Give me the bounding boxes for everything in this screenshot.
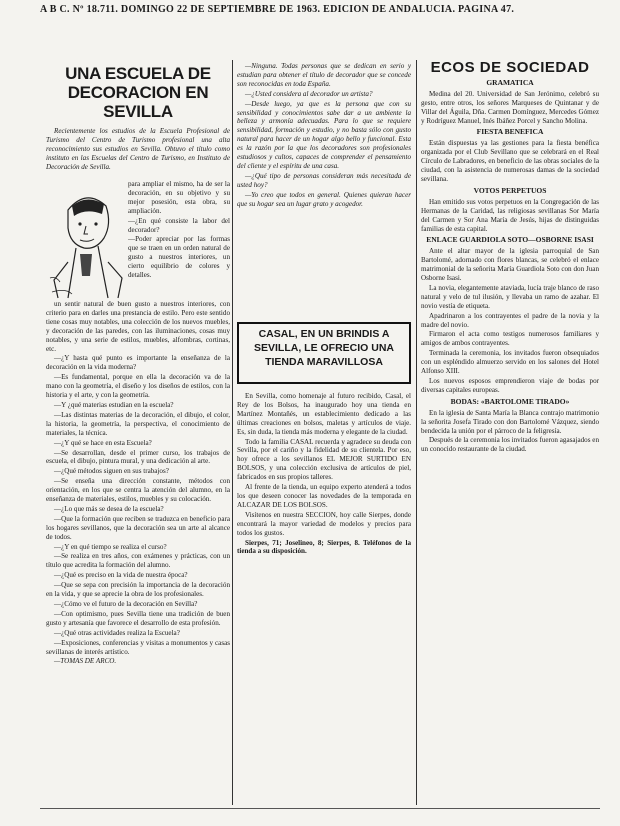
page-header: A B C. Nº 18.711. DOMINGO 22 DE SEPTIEMBRE DE 1963. EDICION DE ANDALUCIA. PAGINA 47.	[40, 4, 515, 15]
middle-paragraph: —¿Usted considera al decorador un artista?	[245, 89, 373, 98]
left-paragraph: —Es fundamental, porque en ella la decoración va de la mano con la geometría, el diseño y los diseños de estilos, con la historia y el arte, y con la geometría.	[46, 373, 230, 400]
section-paragraph: En la iglesia de Santa María la Blanca contrajo matrimonio la señorita Josefa Tirado con don Bartolomé Vázquez, siendo bendecida la unión por el párroco de la feligresía.	[421, 408, 599, 435]
middle-paragraph: —¿Qué tipo de personas consideran más necesitada de usted hoy?	[237, 171, 411, 189]
middle-column-top	[237, 62, 411, 318]
ad-title-line: CASAL, EN UN BRINDIS A	[258, 328, 390, 340]
left-signature: —TOMAS DE ARCO.	[54, 657, 117, 666]
middle-ad-paragraph: En Sevilla, como homenaje al futuro recibido, Casal, el Rey de los Bolsos, ha inaugurado hoy una tienda en Martínez Montañés, un establecimiento dedicado a las últimas creaciones en bolsos, maletas y artículos de viaje. Es, sin duda, la tienda más moderna y elegante de la ciudad.	[237, 392, 411, 436]
section-paragraph: Están dispuestas ya las gestiones para la fiesta benéfica organizada por el Club Sevillano que se celebrará en el Real Círculo de Labradores, en beneficio de las obras sociales de la ciudad, con la asistencia de numerosas damas de la sociedad sevillana.	[421, 139, 599, 183]
column-rule-right	[416, 60, 417, 805]
section-paragraph: Han emitido sus votos perpetuos en la Congregación de las Hermanas de la Caridad, las religiosas sevillanas Sor María del Carmen y Sor Ana María de Jesús, hijas de distinguidas familias de esta capital.	[421, 197, 599, 233]
section-paragraph: Firmaron el acta como testigos numerosos familiares y amigos de ambos contrayentes.	[421, 330, 599, 348]
left-paragraph: —Que la formación que reciben se traduzca en beneficio para los hogares sevillanos, que la decoración sea un arte al alcance de todos.	[46, 514, 230, 541]
middle-paragraph: —Desde luego, ya que es la persona que con su sensibilidad y conocimientos sabe dar a un ambiente la belleza y armonía adecuadas. Para lo que se requiere sensibilidad, formación y estudio, y no basta sólo con gusto natural para hacer de un hogar algo bello y funcional. Esta es la razón por la que los decoradores son profesionales estudiosos y cultos, capaces de comprender el pensamiento del cliente y el espíritu de una casa.	[237, 99, 411, 170]
left-paragraph: —Exposiciones, conferencias y visitas a monumentos y casas sevillanas de interés artístico.	[46, 638, 230, 656]
section-paragraph: Apadrinaron a los contrayentes el padre de la novia y la madre del novio.	[421, 311, 599, 329]
section-paragraph: Después de la ceremonia los invitados fueron agasajados en un conocido restaurante de la ciudad.	[421, 436, 599, 454]
left-headline: UNA ESCUELA DE DECORACION EN SEVILLA	[65, 64, 211, 121]
section-paragraph: La novia, elegantemente ataviada, lucía traje blanco de raso natural y velo de tul ilusión, y llevaba un ramo de azahar. El novio vestía de etiqueta.	[421, 283, 599, 310]
left-paragraph: —¿Qué es preciso en la vida de nuestra época?	[54, 571, 188, 580]
section-title: ENLACE GUARDIOLA SOTO—OSBORNE ISASI	[426, 235, 594, 245]
section-paragraph: Medina del 20. Universidad de San Jerónimo, celebró su gesto, entre otros, los señores Marqueses de Quintanar y de Villar del Águila, Dña. Carmen Domínguez, Mercedes Gómez y Rodríguez Manuel, Inés Ibáñez Porcel y Sancho Molina.	[421, 89, 599, 125]
ad-title-line: TIENDA MARAVILLOSA	[265, 356, 383, 368]
left-paragraph: —Que se sepa con precisión la importancia de la decoración en la vida, y que se aprecie la obra de los profesionales.	[46, 581, 230, 599]
left-paragraph: —¿Y hasta qué punto es importante la enseñanza de la decoración en la vida moderna?	[46, 354, 230, 372]
left-float-paragraph: —Poder apreciar por las formas que se traen en un orden natural de gusto a nuestros interiores, un cierto equilibrio de colores y detalles.	[128, 235, 230, 280]
section-paragraph: Los nuevos esposos emprendieron viaje de bodas por diversas capitales europeas.	[421, 377, 599, 394]
middle-column-bottom	[237, 392, 411, 805]
ad-title-line: SEVILLA, LE OFRECIO UNA	[253, 342, 394, 354]
section-title: BODAS: «BARTOLOME TIRADO»	[450, 396, 570, 406]
casal-ad-headline-box	[237, 322, 411, 384]
left-paragraph: —¿Cómo ve el futuro de la decoración en Sevilla?	[54, 600, 198, 608]
page-bottom-rule	[40, 808, 600, 809]
middle-ad-paragraph: Sierpes, 71; Joselineo, 8; Sierpes, 8. Teléfonos de la tienda a su disposición.	[237, 538, 411, 556]
left-paragraph: —¿Qué otras actividades realiza la Escuela?	[54, 628, 180, 637]
left-paragraph: —¿Y en qué tiempo se realiza el curso?	[54, 542, 167, 551]
left-paragraph: —Se enseña una dirección constante, métodos con orientación, en los que se centra la atención del alumno, en la enseñanza de materiales, estilos, muebles y su colocación.	[46, 477, 230, 504]
left-float-paragraph: —¿En qué consiste la labor del decorador?	[128, 216, 230, 234]
left-paragraph: —Se realiza en tres años, con exámenes y prácticas, con un título que acredita la formación del alumno.	[46, 552, 230, 570]
left-column-body	[46, 300, 230, 805]
left-float-paragraph: para ampliar el mismo, ha de ser la decoración, en su objetivo y su mejor posesión, esta obra, su ampliación.	[128, 180, 230, 215]
left-paragraph: —Se desarrollan, desde el primer curso, los trabajos de escuela, el dibujo, pintura mural, y una dedicación al arte.	[46, 448, 230, 466]
left-column-top	[46, 62, 230, 180]
left-paragraph: —Las distintas materias de la decoración, el dibujo, el color, la historia, la geometría, la perspectiva, el conocimiento de materiales, la técnica.	[46, 410, 230, 437]
column-rule-left	[232, 60, 233, 805]
left-float-text	[128, 180, 230, 298]
middle-paragraph: —Ninguna. Todas personas que se dedican en serio y estudian para obtener el título de decorador que se concede son reconocidas en toda España.	[237, 62, 411, 88]
right-headline: ECOS DE SOCIEDAD	[430, 62, 590, 76]
middle-ad-paragraph: Al frente de la tienda, un equipo experto atenderá a todos los que deseen conocer las novedades de la temporada en ALCAZAR DE LOS BOLSOS.	[237, 483, 411, 509]
section-paragraph: Ante el altar mayor de la iglesia parroquial de San Bartolomé, adornado con flores blancas, se celebró el enlace matrimonial de la señorita María Guardiola Soto con don Juan Osborne Isasi.	[421, 247, 599, 283]
decorator-portrait-illustration	[46, 180, 126, 300]
left-intro: Recientemente los estudios de la Escuela Profesional de Turismo del Centro de Turismo profesional una alta reconocimiento sus estudios en Sevilla. Obtuvo el título como instituto en las Escuelas del Centro de Turismo, en Instituto de Decoración de Sevilla.	[46, 127, 230, 171]
section-title: VOTOS PERPETUOS	[473, 185, 547, 195]
section-title: GRAMATICA	[486, 77, 534, 87]
left-paragraph: —¿Qué métodos siguen en sus trabajos?	[54, 467, 169, 476]
left-paragraph: un sentir natural de buen gusto a nuestros interiores, con criterio para en darles una prestancia de estilo. Pero este sentido tiene cosas muy notables, una colección de los nuevos muebles, y decoración de las paredes, con las iluminaciones, cosas muy notables, y una serie de estilos, muebles, alfombras, cortinas, etc.	[46, 300, 230, 353]
middle-ad-paragraph: Visítenos en nuestra SECCION, hoy calle Sierpes, donde encontrará la mayor variedad de modelos y precios para todos los gustos.	[237, 510, 411, 537]
middle-paragraph: —Yo creo que todos en general. Quienes quieran hacer que su hogar sea un lugar grato y acogedor.	[237, 190, 411, 208]
section-paragraph: Terminada la ceremonia, los invitados fueron obsequiados con un espléndido almuerzo servido en los salones del Hotel Alfonso XIII.	[421, 349, 599, 376]
left-paragraph: —Y ¿qué materias estudian en la escuela?	[54, 400, 174, 409]
left-paragraph: —¿Y qué se hace en esta Escuela?	[54, 438, 152, 447]
right-column	[421, 62, 599, 805]
left-paragraph: —¿Lo que más se desea de la escuela?	[54, 504, 164, 513]
left-paragraph: —Con optimismo, pues Sevilla tiene una tradición de buen gusto y artesanía que favorece el desarrollo de esta profesión.	[46, 609, 230, 627]
section-title: FIESTA BENEFICA	[476, 127, 544, 137]
middle-ad-paragraph: Todo la familia CASAL recuerda y agradece su deuda con Sevilla, por el cariño y la fidelidad de su clientela. Por eso, hoy ofrece a los sevillanos EL MEJOR SURTIDO EN BOLSOS, y una colección exclusiva de artículos de piel, fabricados en sus propios talleres.	[237, 437, 411, 482]
